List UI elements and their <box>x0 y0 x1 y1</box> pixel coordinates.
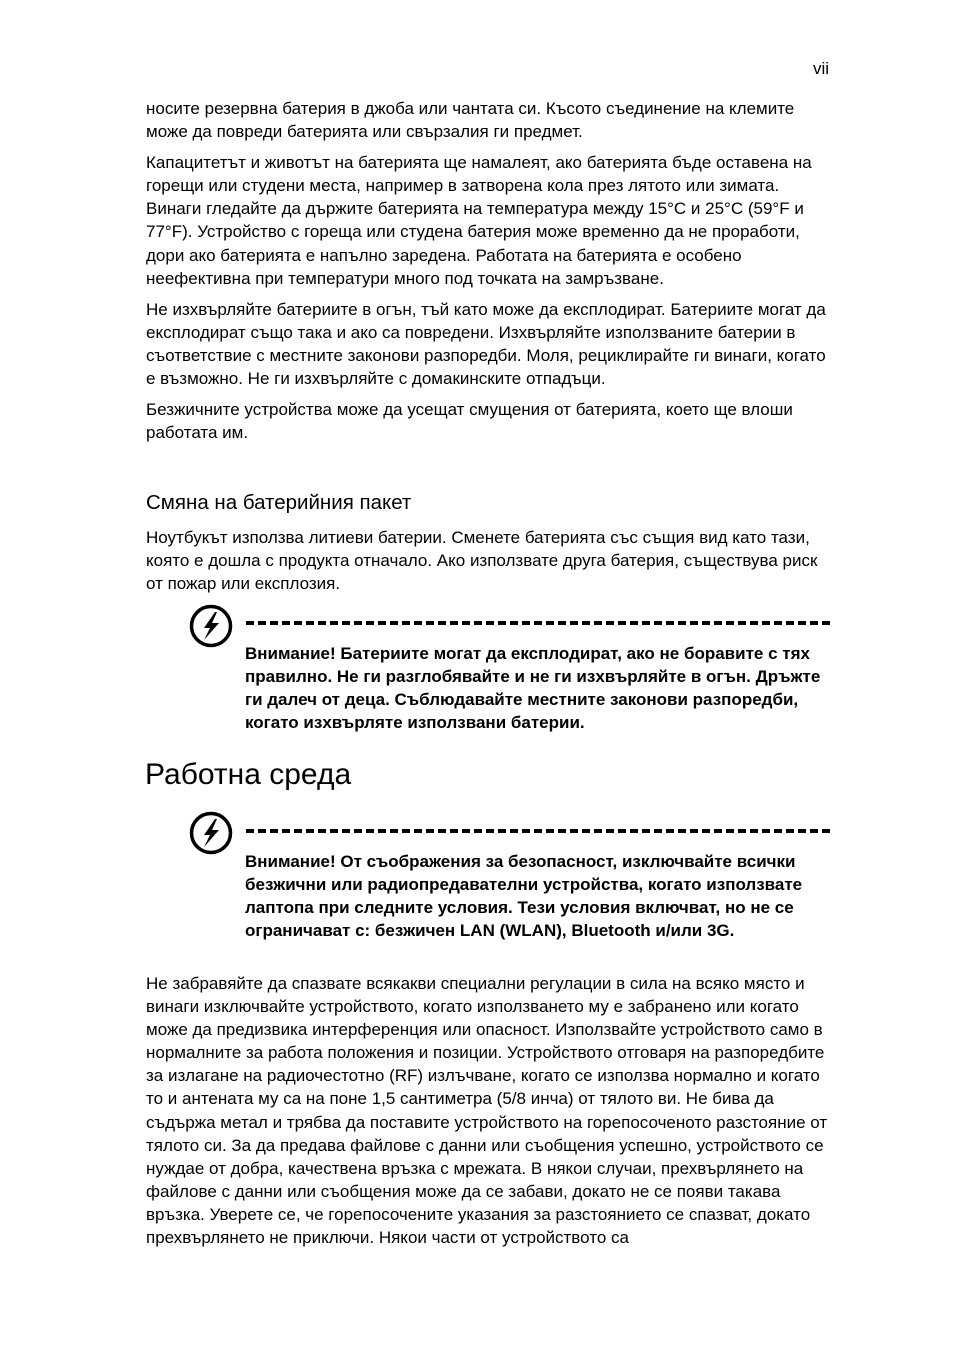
intro-section <box>146 97 836 452</box>
battery-section <box>146 526 836 603</box>
paragraph: Ноутбукът използва литиеви батерии. Сменете батерията със същия вид като тази, която е дошла с продукта отначало. Ако използвате друга батерия, съществува риск от пожар или експлозия. <box>146 528 818 594</box>
page-number: vii <box>812 59 829 78</box>
section-heading: Работна среда <box>145 758 352 791</box>
section-heading: Смяна на батерийния пакет <box>146 491 412 514</box>
paragraph: Капацитетът и животът на батерията ще намалеят, ако батерията бъде оставена на горещи или студени места, например в затворена кола през лятото или зимата. Винаги гледайте да държите батерията на температура между 15°C и 25°C (59°F и 77°F). Устройство с гореща или студена батерия може временно да не проработи, дори ако батерията е напълно заредена. Работата на батерията е особено неефективна при температури много под точката на замръзване. <box>146 153 812 288</box>
paragraph: Не изхвърляйте батериите в огън, тъй като може да експлодират. Батериите могат да експлодират също така и ако са повредени. Изхвърляйте използваните батерии в съответствие с местните законови разпоредби. Моля, рециклирайте ги винаги, когато е възможно. Не ги изхвърляйте с домакинските отпадъци. <box>146 299 826 389</box>
environment-section <box>146 972 836 1257</box>
paragraph: Безжичните устройства може да усещат смущения от батерията, което ще влоши работата им. <box>146 400 793 443</box>
warning-lightning-icon <box>189 811 233 855</box>
warning-lightning-icon <box>189 604 233 648</box>
paragraph: носите резервна батерия в джоба или чантата си. Късото съединение на клемите може да повреди батерията или свързалия ги предмет. <box>146 99 795 142</box>
warning-text: Внимание! От съображения за безопасност, изключвайте всички безжични или радиопредавателни устройства, когато използвате лаптопа при следните условия. Тези условия включват, но не се ограничават с: безжичен LAN (WLAN), Bluetooth и/или 3G. <box>245 852 803 941</box>
warning-text: Внимание! Батериите могат да експлодират, ако не боравите с тях правилно. Не ги разглобявайте и не ги изхвърляйте в огън. Дръжте ги далеч от деца. Съблюдавайте местните законови разпоредби, когато изхвърляте използвани батерии. <box>245 644 821 733</box>
warning-divider <box>246 829 830 833</box>
warning-divider <box>246 621 830 625</box>
paragraph: Не забравяйте да спазвате всякакви специални регулации в сила на всяко място и винаги изключвайте устройството, когато използването му е забранено или когато може да предизвика интерференция или опасност. Използвайте устройството само в нормалните за работа положения и позиции. Устройството отговаря на разпоредбите за излагане на радиочестотно (RF) излъчване, когато се използва нормално и когато то и антената му са на поне 1,5 сантиметра (5/8 инча) от тялото ви. Не бива да съдържа метал и трябва да поставите устройството на горепосоченото разстояние от тялото си. За да предава файлове с данни или съобщения успешно, устройството се нуждае от добра, качествена връзка с мрежата. В някои случаи, прехвърлянето на файлове с данни или съобщения може да се забави, докато не се появи такава връзка. Уверете се, че горепосочените указания за разстоянието се спазват, докато прехвърлянето не приключи. Някои части от устройството са <box>146 974 828 1248</box>
